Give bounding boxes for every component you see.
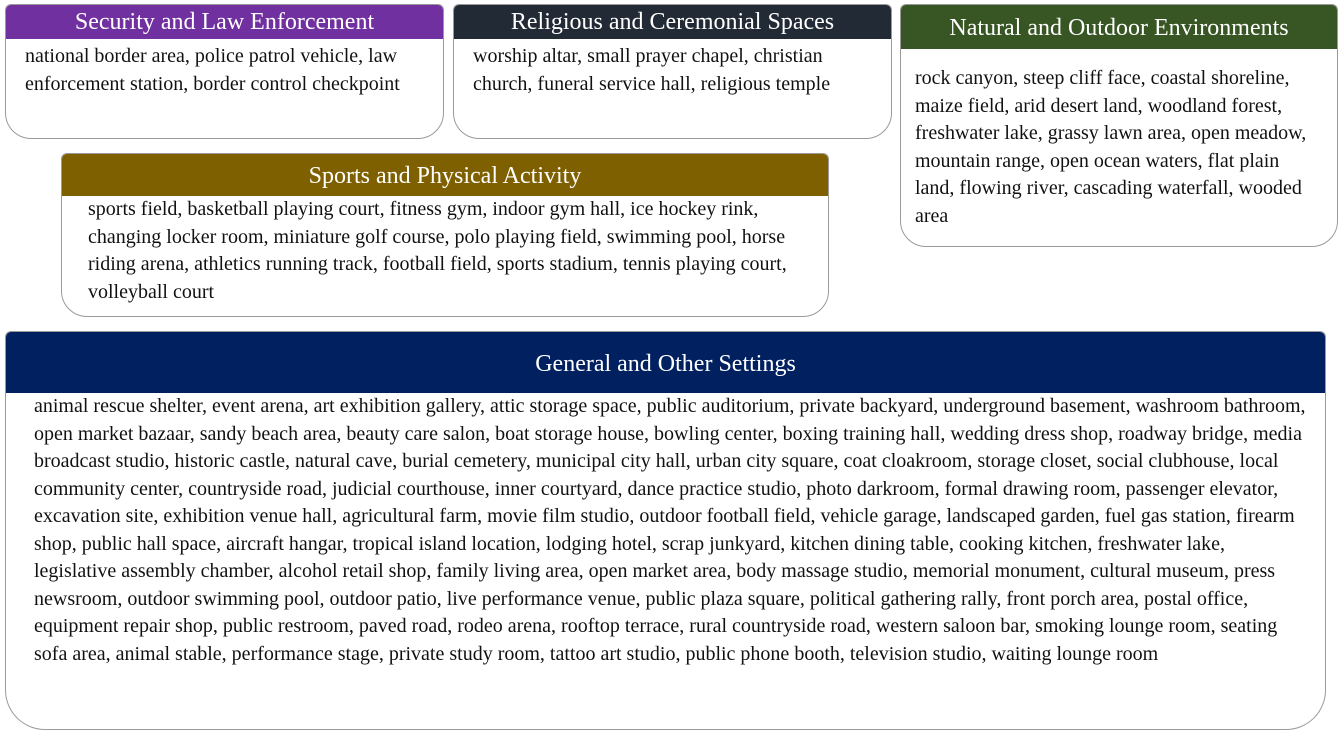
category-title-religious: Religious and Ceremonial Spaces — [454, 5, 891, 39]
category-card-sports — [61, 153, 829, 317]
category-title-general: General and Other Settings — [6, 332, 1325, 393]
category-card-security — [5, 4, 444, 139]
category-card-religious — [453, 4, 892, 139]
category-card-general — [5, 331, 1326, 730]
category-items-general: animal rescue shelter, event arena, art exhibition gallery, attic storage space, public auditorium, private backyard, underground basement, washroom bathroom, open market bazaar, sandy beach area, beauty care salon, boat storage house, bowling center, boxing training hall, wedding dress shop, roadway bridge, media broadcast studio, historic castle, natural cave, burial cemetery, municipal city hall, urban city square, coat cloakroom, storage closet, social clubhouse, local community center, countryside road, judicial courthouse, inner courtyard, dance practice studio, photo darkroom, formal drawing room, passenger elevator, excavation site, exhibition venue hall, agricultural farm, movie film studio, outdoor football field, vehicle garage, landscaped garden, fuel gas station, firearm shop, public hall space, aircraft hangar, tropical island location, lodging hotel, scrap junkyard, kitchen dining table, cooking kitchen, freshwater lake, legislative assembly chamber, alcohol retail shop, family living area, open market area, body massage studio, memorial monument, cultural museum, press newsroom, outdoor swimming pool, outdoor patio, live performance venue, public plaza square, political gathering rally, front porch area, postal office, equipment repair shop, public restroom, paved road, rodeo arena, rooftop terrace, rural countryside road, western saloon bar, smoking lounge room, seating sofa area, animal stable, performance stage, private study room, tattoo art studio, public phone booth, television studio, waiting lounge room — [34, 395, 1306, 665]
category-items-religious: worship altar, small prayer chapel, christian church, funeral service hall, religious temple — [473, 45, 831, 95]
category-title-sports: Sports and Physical Activity — [62, 154, 828, 196]
category-items-natural: rock canyon, steep cliff face, coastal shoreline, maize field, arid desert land, woodland forest, freshwater lake, grassy lawn area, open meadow, mountain range, open ocean waters, flat plain land, flowing river, cascading waterfall, wooded area — [915, 67, 1307, 227]
category-title-security: Security and Law Enforcement — [6, 5, 443, 39]
category-title-natural: Natural and Outdoor Environments — [901, 5, 1337, 49]
category-items-security: national border area, police patrol vehicle, law enforcement station, border control checkpoint — [25, 45, 400, 95]
category-card-natural — [900, 4, 1338, 247]
category-items-sports: sports field, basketball playing court, fitness gym, indoor gym hall, ice hockey rink, changing locker room, miniature golf course, polo playing field, swimming pool, horse riding arena, athletics running track, football field, sports stadium, tennis playing court, volleyball court — [88, 198, 787, 303]
